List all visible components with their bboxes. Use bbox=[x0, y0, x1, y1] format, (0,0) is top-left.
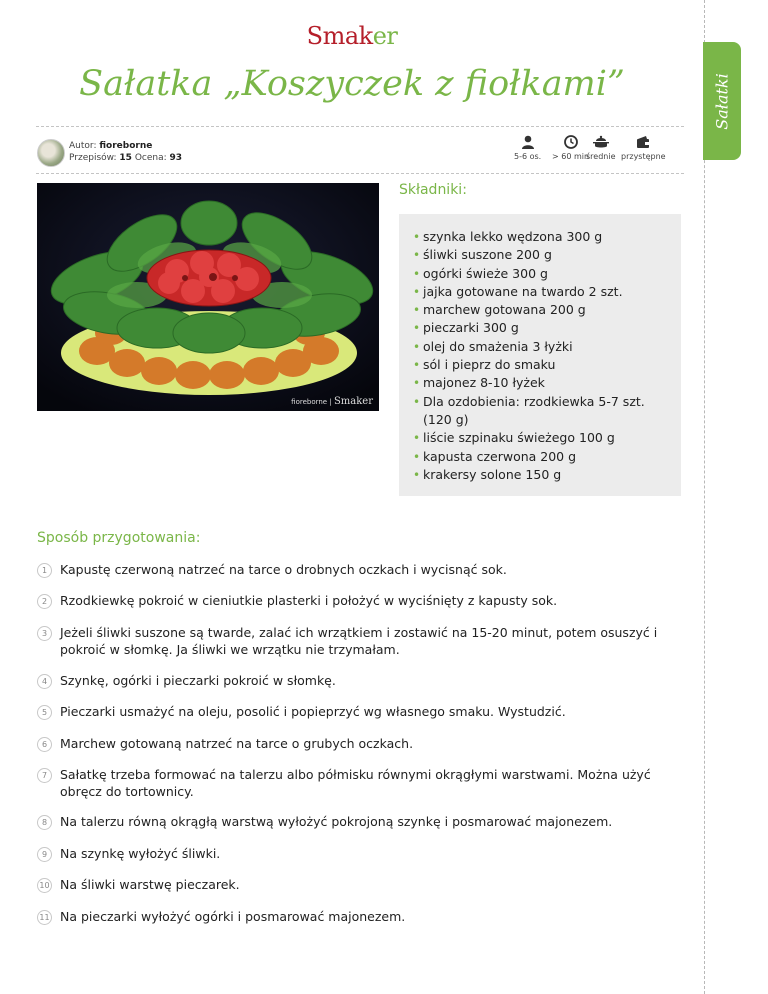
ingredient-item: • krakersy solone 150 g bbox=[413, 466, 673, 484]
step-item bbox=[37, 766, 677, 800]
salad-image bbox=[37, 183, 379, 411]
category-tab-label: Sałatki bbox=[712, 72, 732, 130]
ingredient-item: • sól i pieprz do smaku bbox=[413, 356, 673, 374]
step-text: Pieczarki usmażyć na oleju, posolić i popieprzyć wg własnego smaku. Wystudzić. bbox=[60, 704, 566, 719]
ingredient-item: • ogórki świeże 300 g bbox=[413, 265, 673, 283]
step-number: 7 bbox=[37, 768, 52, 783]
brand-logo-part1: Smak bbox=[306, 22, 373, 50]
meta-cost-label: przystępne bbox=[621, 152, 666, 161]
ingredient-item: • liście szpinaku świeżego 100 g bbox=[413, 429, 673, 447]
meta-time-label: > 60 min bbox=[552, 152, 590, 161]
ingredient-item: • Dla ozdobienia: rzodkiewka 5-7 szt. (120 g) bbox=[413, 393, 673, 430]
step-item bbox=[37, 672, 677, 689]
step-text: Szynkę, ogórki i pieczarki pokroić w słomkę. bbox=[60, 673, 336, 688]
brand-logo-part2: er bbox=[372, 22, 398, 50]
ingredients-list bbox=[399, 214, 681, 484]
step-number: 10 bbox=[37, 878, 52, 893]
meta-difficulty-label: średnie bbox=[586, 152, 616, 161]
step-item bbox=[37, 703, 677, 720]
step-number: 6 bbox=[37, 737, 52, 752]
ingredient-item: • kapusta czerwona 200 g bbox=[413, 448, 673, 466]
ingredient-item: • jajka gotowane na twardo 2 szt. bbox=[413, 283, 673, 301]
step-item bbox=[37, 561, 677, 578]
meta-servings-label: 5-6 os. bbox=[514, 152, 542, 161]
recipes-label: Przepisów: bbox=[69, 153, 117, 163]
recipe-title: Sałatka „Koszyczek z fiołkami” bbox=[79, 64, 625, 104]
divider-top bbox=[36, 126, 684, 127]
step-text: Marchew gotowaną natrzeć na tarce o grubych oczkach. bbox=[60, 736, 414, 751]
rating-value: 93 bbox=[169, 153, 183, 163]
step-text: Na talerzu równą okrągłą warstwą wyłożyć pokrojoną szynkę i posmarować majonezem. bbox=[60, 814, 613, 829]
meta-servings bbox=[514, 134, 541, 161]
meta-time bbox=[552, 134, 589, 161]
step-item bbox=[37, 735, 677, 752]
steps-heading: Sposób przygotowania: bbox=[37, 530, 201, 546]
author-avatar[interactable] bbox=[37, 139, 65, 167]
step-item bbox=[37, 908, 677, 925]
step-text: Kapustę czerwoną natrzeć na tarce o drobnych oczkach i wycisnąć sok. bbox=[60, 562, 507, 577]
rating-label: Ocena: bbox=[134, 153, 167, 163]
ingredient-item: • pieczarki 300 g bbox=[413, 319, 673, 337]
clock-icon bbox=[563, 134, 579, 150]
step-number: 2 bbox=[37, 594, 52, 609]
wallet-icon bbox=[635, 134, 651, 150]
ingredients-box bbox=[399, 214, 681, 496]
step-item bbox=[37, 845, 677, 862]
ingredient-item: • majonez 8-10 łyżek bbox=[413, 374, 673, 392]
meta-difficulty bbox=[586, 134, 616, 161]
step-text: Jeżeli śliwki suszone są twarde, zalać ich wrzątkiem i zostawić na 15-20 minut, potem osuszyć i pokroić w słomkę. Ja śliwki we wrzątku nie trzymałam. bbox=[60, 625, 658, 657]
author-label: Autor: bbox=[69, 141, 97, 151]
step-number: 11 bbox=[37, 910, 52, 925]
step-number: 9 bbox=[37, 847, 52, 862]
watermark-brand: Smaker bbox=[333, 396, 373, 407]
watermark-user: fioreborne bbox=[291, 398, 328, 406]
ingredient-item: • olej do smażenia 3 łyżki bbox=[413, 338, 673, 356]
ingredient-item: • marchew gotowana 200 g bbox=[413, 301, 673, 319]
step-item bbox=[37, 592, 677, 609]
recipe-photo[interactable] bbox=[37, 183, 379, 411]
meta-cost bbox=[621, 134, 666, 161]
step-number: 8 bbox=[37, 815, 52, 830]
divider-meta bbox=[36, 173, 684, 174]
author-info bbox=[69, 140, 182, 164]
ingredient-item: • szynka lekko wędzona 300 g bbox=[413, 228, 673, 246]
step-number: 5 bbox=[37, 705, 52, 720]
category-tab-label-wrap bbox=[703, 42, 741, 160]
pot-icon bbox=[592, 134, 610, 150]
recipes-count: 15 bbox=[119, 153, 132, 163]
author-name[interactable]: fioreborne bbox=[99, 141, 153, 151]
brand-logo[interactable] bbox=[0, 22, 704, 50]
step-text: Na śliwki warstwę pieczarek. bbox=[60, 877, 240, 892]
step-text: Rzodkiewkę pokroić w cieniutkie plasterki i położyć w wyciśnięty z kapusty sok. bbox=[60, 593, 558, 608]
photo-watermark: fioreborne | Smaker bbox=[291, 396, 373, 407]
person-icon bbox=[520, 134, 536, 150]
ingredient-item: • śliwki suszone 200 g bbox=[413, 246, 673, 264]
step-number: 3 bbox=[37, 626, 52, 641]
step-text: Na szynkę wyłożyć śliwki. bbox=[60, 846, 221, 861]
step-item bbox=[37, 813, 677, 830]
step-number: 4 bbox=[37, 674, 52, 689]
step-item bbox=[37, 624, 677, 658]
ingredients-heading: Składniki: bbox=[399, 182, 467, 198]
step-text: Sałatkę trzeba formować na talerzu albo półmisku równymi okrągłymi warstwami. Można użyć obręcz do tortownicy. bbox=[60, 767, 651, 799]
step-number: 1 bbox=[37, 563, 52, 578]
step-text: Na pieczarki wyłożyć ogórki i posmarować majonezem. bbox=[60, 909, 406, 924]
step-item bbox=[37, 876, 677, 893]
